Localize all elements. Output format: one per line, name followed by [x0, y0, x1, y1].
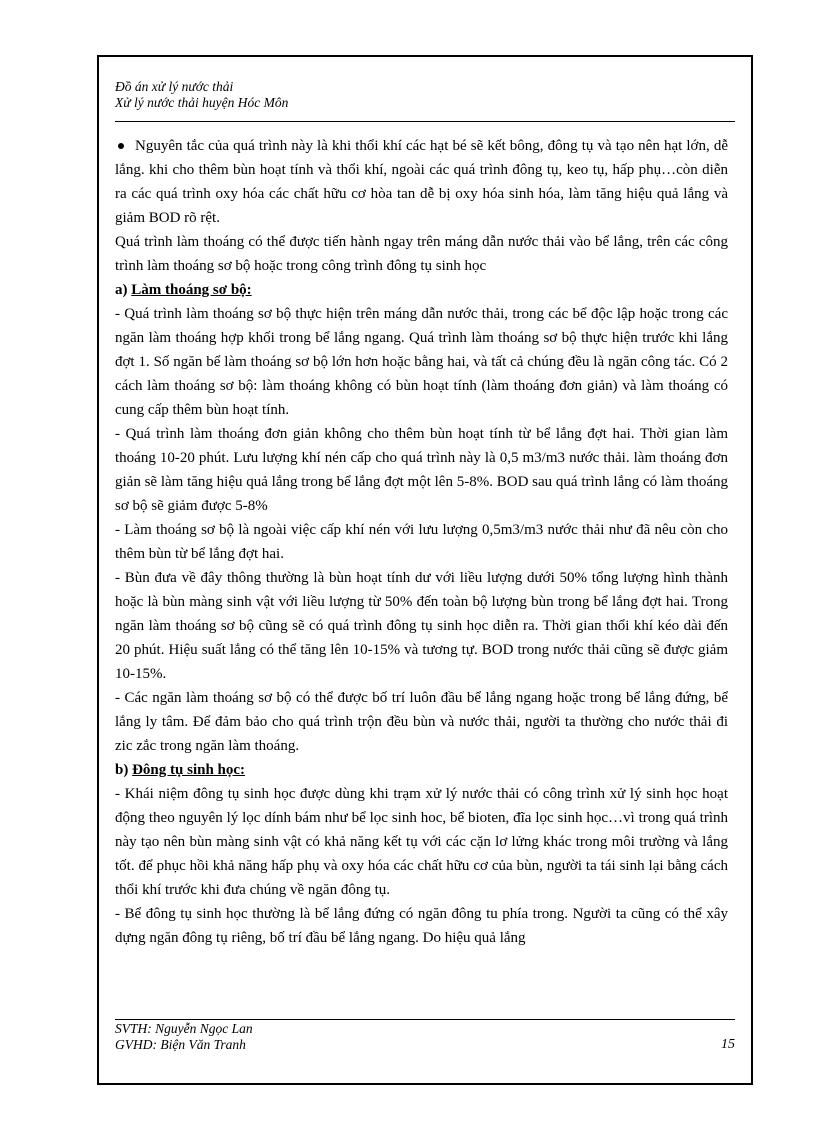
section-b-paragraph: - Khái niệm đông tụ sinh học được dùng khi trạm xử lý nước thải có công trình xử lý sinh học hoạt động theo nguyên lý lọc dính bám như bể lọc sinh hoc, bể bioten, đĩa lọc sinh học…vì trong quá trình này tạo nên bùn màng sinh vật có khả năng kết tụ với các cặn lơ lửng khác trong môi trường và lắng tốt. để phục hồi khả năng hấp phụ và oxy hóa các chất hữu cơ của bùn, người ta tái sinh lại bằng cách thổi khí trước khi đưa chúng về ngăn đông tụ. — [115, 786, 728, 898]
section-a-paragraph: - Quá trình làm thoáng sơ bộ thực hiện trên máng dẫn nước thải, trong các bể độc lập hoặc trong các ngăn làm thoáng hợp khối trong bể lắng ngang. Quá trình làm thoáng sơ bộ thực hiện trước khi lắng đợt 1. Số ngăn bể làm thoáng sơ bộ lớn hơn hoặc bằng hai, và tất cả chúng đều là ngăn công tác. Có 2 cách làm thoáng sơ bộ: làm thoáng không có bùn hoạt tính (làm thoáng đơn giản) và làm thoáng có cung cấp thêm bùn hoạt tính. — [115, 306, 728, 418]
bullet-paragraph — [115, 134, 728, 230]
section-a-paragraph: - Quá trình làm thoáng đơn giản không cho thêm bùn hoạt tính từ bể lắng đợt hai. Thời gian làm thoáng 10-20 phút. Lưu lượng khí nén cấp cho quá trình này là 0,5 m3/m3 nước thải. làm thoáng đơn giản sẽ làm tăng hiệu quả lắng trong bể lắng đợt một lên 5-8%. BOD sau quá trình lắng có làm thoáng sơ bộ sẽ giảm được 5-8% — [115, 426, 728, 514]
section-a-paragraph: - Các ngăn làm thoáng sơ bộ có thể được bố trí luôn đầu bể lắng ngang hoặc trong bể lắng đứng, bể lắng ly tâm. Để đảm bảo cho quá trình trộn đều bùn và nước thải, người ta thường cho nước thải đi zic zắc trong ngăn làm thoáng. — [115, 690, 728, 754]
footer-advisor: GVHD: Biện Văn Tranh — [115, 1037, 246, 1052]
section-a-title: Làm thoáng sơ bộ: — [131, 282, 252, 298]
page-body — [115, 134, 728, 950]
section-a-paragraph: - Làm thoáng sơ bộ là ngoài việc cấp khí nén với lưu lượng 0,5m3/m3 nước thải như đã nêu còn cho thêm bùn từ bể lắng đợt hai. — [115, 522, 728, 562]
header-document-subtitle: Xử lý nước thải huyện Hóc Môn — [115, 95, 289, 110]
page-header — [115, 79, 735, 111]
header-divider — [115, 121, 735, 122]
section-heading-b — [115, 758, 728, 782]
footer-divider — [115, 1019, 735, 1020]
footer-student: SVTH: Nguyễn Ngọc Lan — [115, 1021, 253, 1036]
section-heading-a — [115, 278, 728, 302]
section-a-prefix: a) — [115, 282, 132, 298]
section-b-paragraph: - Bể đông tụ sinh học thường là bể lắng đứng có ngăn đông tu phía trong. Người ta cũng có thể xây dựng ngăn đông tụ riêng, bố trí đầu bể lắng ngang. Do hiệu quả lắng — [115, 906, 728, 946]
page-number: 15 — [721, 1037, 735, 1052]
section-b-title: Đông tụ sinh học: — [132, 762, 246, 778]
intro-paragraph: Quá trình làm thoáng có thể được tiến hành ngay trên máng dẫn nước thải vào bể lắng, trên các công trình làm thoáng sơ bộ hoặc trong công trình đông tụ sinh học — [115, 234, 728, 274]
bullet-dot-icon — [118, 143, 124, 149]
page-footer — [115, 1021, 735, 1053]
section-a-paragraph: - Bùn đưa về đây thông thường là bùn hoạt tính dư với liều lượng dưới 50% tổng lượng hình thành hoặc là bùn màng sinh vật với liều lượng từ 50% đến toàn bộ lượng bùn trong bể lắng đợt hai. Trong ngăn làm thoáng sơ bộ cũng sẽ có quá trình đông tụ sinh học diễn ra. Thời gian thổi khí kéo dài đến 20 phút. Hiệu suất lắng có thể tăng lên 10-15% và tương tự. BOD trong nước thải cũng sẽ được giảm 10-15%. — [115, 570, 728, 682]
header-document-title: Đồ án xử lý nước thải — [115, 79, 234, 94]
bullet-paragraph-text: Nguyên tắc của quá trình này là khi thổi khí các hạt bé sẽ kết bông, đông tụ và tạo nên hạt lớn, dễ lắng. khi cho thêm bùn hoạt tính và thổi khí, ngoài các quá trình đông tụ, keo tụ, hấp phụ…còn diễn ra các quá trình oxy hóa các chất hữu cơ hòa tan dễ bị oxy hóa sinh hóa, làm tăng hiệu quả lắng và giảm BOD rõ rệt. — [115, 138, 728, 226]
section-b-prefix: b) — [115, 762, 133, 778]
